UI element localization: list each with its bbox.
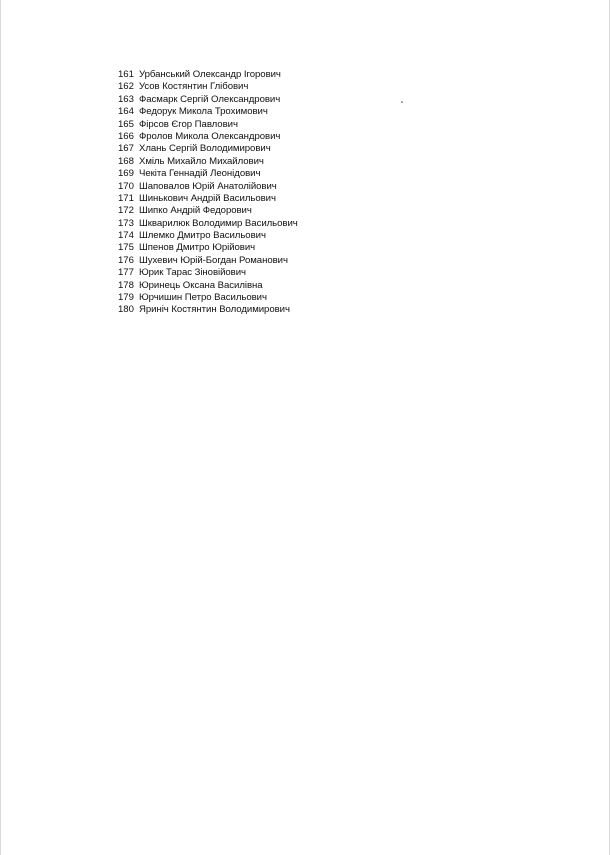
list-item-number: 165: [118, 118, 134, 130]
list-item-name: Шаповалов Юрій Анатолійович: [139, 180, 277, 192]
list-item-number: 177: [118, 267, 134, 279]
list-item: [118, 280, 298, 292]
list-item: [118, 181, 298, 193]
list-item-name: Шпенов Дмитро Юрійович: [139, 242, 256, 254]
list-item: [118, 292, 298, 304]
list-item-number: 175: [118, 242, 134, 254]
name-list: [118, 69, 298, 317]
list-item: [118, 81, 298, 93]
list-item-number: 161: [118, 69, 134, 80]
list-item-number: 176: [118, 254, 134, 266]
list-item-number: 172: [118, 205, 134, 217]
list-item: [118, 94, 298, 106]
list-item-name: Хлань Сергій Володимирович: [139, 143, 271, 155]
list-item: [118, 143, 298, 155]
list-item-number: 171: [118, 192, 134, 204]
list-item: [118, 304, 298, 316]
list-item-name: Шухевич Юрій-Богдан Романович: [139, 254, 288, 266]
list-item-name: Юрчишин Петро Васильович: [139, 292, 267, 304]
list-item-name: Шкварилюк Володимир Васильович: [139, 217, 298, 229]
scan-speck: [401, 101, 403, 103]
list-item-name: Хміль Михайло Михайлович: [139, 155, 264, 167]
list-item-number: 174: [118, 230, 134, 242]
list-item-number: 166: [118, 130, 134, 142]
list-item-number: 167: [118, 143, 134, 155]
list-item-name: Юрик Тарас Зіновійович: [139, 267, 246, 279]
list-item-name: Шинькович Андрій Васильович: [139, 192, 276, 204]
list-item-number: 170: [118, 180, 134, 192]
list-item-name: Фасмарк Сергій Олександрович: [139, 93, 281, 105]
list-item-name: Шипко Андрій Федорович: [139, 205, 252, 217]
list-item: [118, 168, 298, 180]
list-item: [118, 131, 298, 143]
list-item-name: Федорук Микола Трохимович: [139, 106, 268, 118]
list-item: [118, 242, 298, 254]
list-item-number: 163: [118, 93, 134, 105]
list-item-number: 168: [118, 155, 134, 167]
list-item-name: Юринець Оксана Василівна: [139, 279, 263, 291]
list-item-number: 173: [118, 217, 134, 229]
list-item: [118, 193, 298, 205]
list-item-name: Урбанський Олександр Ігорович: [139, 69, 281, 80]
list-item: [118, 69, 298, 81]
list-item: [118, 255, 298, 267]
list-item: [118, 119, 298, 131]
list-item-name: Усов Костянтин Глібович: [139, 81, 249, 93]
list-item-name: Чекіта Геннадій Леонідович: [139, 168, 261, 180]
list-item-number: 169: [118, 168, 134, 180]
list-item-name: Шлемко Дмитро Васильович: [139, 230, 266, 242]
list-item-name: Фролов Микола Олександрович: [139, 130, 281, 142]
list-item-name: Фірсов Єгор Павлович: [139, 118, 238, 130]
list-item-name: Яриніч Костянтин Володимирович: [139, 304, 290, 316]
page-left-edge: [0, 0, 1, 855]
list-item: [118, 267, 298, 279]
list-item: [118, 106, 298, 118]
list-item: [118, 218, 298, 230]
list-item-number: 162: [118, 81, 134, 93]
list-item-number: 178: [118, 279, 134, 291]
list-item: [118, 230, 298, 242]
list-item-number: 164: [118, 106, 134, 118]
list-item-number: 179: [118, 292, 134, 304]
list-item: [118, 205, 298, 217]
list-item-number: 180: [118, 304, 134, 316]
list-item: [118, 156, 298, 168]
